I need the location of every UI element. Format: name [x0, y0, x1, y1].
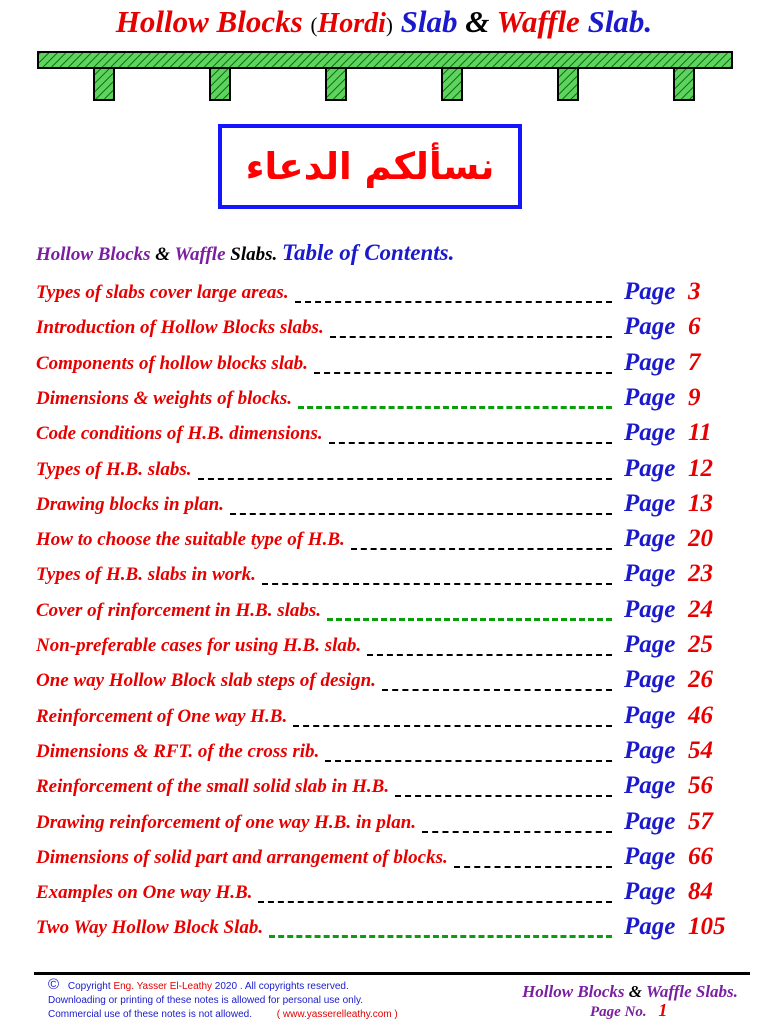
toc-row[interactable]: [36, 309, 736, 343]
footer-doc-title: [500, 982, 760, 1002]
slab-rib: [558, 68, 578, 100]
toc-dotted-leader: [351, 548, 612, 550]
document-title: [0, 4, 768, 40]
slab-rib: [442, 68, 462, 100]
toc-row[interactable]: [36, 733, 736, 767]
toc-page-number: 105: [688, 913, 726, 941]
toc-entry-title: One way Hollow Block slab steps of design.: [36, 670, 376, 692]
toc-page-number: 46: [688, 701, 713, 729]
copyright-icon: ©: [48, 976, 60, 993]
hollow-block-slab-section-illustration: [0, 50, 768, 110]
toc-page-label: Page: [624, 736, 676, 764]
toc-row[interactable]: [36, 804, 736, 838]
footer-title-amp: &: [628, 982, 643, 1001]
toc-dotted-leader: [330, 336, 612, 338]
toc-page-label: Page: [624, 807, 676, 835]
toc-entry-title: Dimensions & weights of blocks.: [36, 387, 292, 409]
toc-row[interactable]: [36, 768, 736, 802]
toc-entry-title: Two Way Hollow Block Slab.: [36, 917, 264, 939]
toc-row[interactable]: [36, 415, 736, 449]
toc-entry-title: Reinforcement of the small solid slab in H.B.: [36, 776, 390, 798]
toc-page-number: 12: [688, 454, 713, 482]
website-link[interactable]: ( www.yasserelleathy.com ): [276, 1009, 398, 1020]
toc-page-label: Page: [624, 278, 676, 305]
toc-dotted-leader: [367, 654, 612, 656]
toc-page-label: Page: [624, 454, 676, 482]
toc-dotted-leader: [382, 689, 612, 691]
copyright-prefix: Copyright: [67, 981, 111, 992]
slab-rib: [94, 68, 114, 100]
toc-row[interactable]: [36, 839, 736, 873]
toc-heading: [36, 240, 454, 266]
toc-page-label: Page: [624, 913, 676, 941]
toc-dotted-leader: [293, 725, 612, 727]
toc-page-number: 84: [688, 878, 713, 906]
toc-entry-title: Non-preferable cases for using H.B. slab.: [36, 635, 362, 656]
toc-entry-title: Introduction of Hollow Blocks slabs.: [36, 317, 324, 339]
toc-page-label: Page: [624, 489, 676, 517]
copyright-year: 2020 . All copyrights reserved.: [214, 981, 349, 992]
title-slab-2: Slab.: [587, 4, 653, 39]
toc-page-number: 23: [688, 560, 713, 588]
footer-title-hollow-blocks: Hollow Blocks: [522, 982, 625, 1001]
toc-page-number: 57: [688, 807, 713, 835]
toc-page-label: Page: [624, 772, 676, 800]
toc-row[interactable]: [36, 592, 736, 626]
title-hollow-blocks: Hollow Blocks: [115, 4, 303, 39]
toc-entry-title: Drawing blocks in plan.: [36, 493, 224, 515]
toc-page-number: 66: [688, 842, 713, 870]
toc-dotted-leader: [262, 583, 612, 585]
toc-page-label: Page: [624, 701, 676, 729]
toc-entry-title: Dimensions & RFT. of the cross rib.: [36, 740, 320, 762]
toc-heading-amp: &: [155, 244, 171, 265]
toc-dotted-leader: [198, 478, 612, 480]
toc-page-number: 3: [688, 278, 701, 305]
slab-rib: [210, 68, 230, 100]
slab-rib: [674, 68, 694, 100]
copyright-line-3: Commercial use of these notes is not allowed.: [48, 1009, 252, 1020]
toc-page-number: 56: [688, 772, 713, 800]
toc-dotted-leader: [325, 760, 612, 762]
toc-entry-title: Components of hollow blocks slab.: [36, 352, 308, 374]
toc-dotted-leader: [230, 513, 612, 515]
toc-dotted-leader: [329, 442, 612, 444]
toc-entry-title: Types of slabs cover large areas.: [36, 282, 289, 303]
toc-row[interactable]: [36, 521, 736, 555]
title-waffle: Waffle: [496, 4, 580, 39]
toc-entry-title: Drawing reinforcement of one way H.B. in plan.: [36, 811, 417, 833]
toc-row[interactable]: [36, 345, 736, 379]
toc-dotted-leader: [454, 866, 612, 868]
title-paren-open: (: [310, 13, 318, 37]
toc-row[interactable]: [36, 486, 736, 520]
toc-page-label: Page: [624, 631, 676, 658]
toc-page-label: Page: [624, 595, 676, 623]
toc-dotted-leader: [295, 301, 612, 303]
toc-page-number: 20: [688, 525, 713, 553]
toc-row[interactable]: [36, 380, 736, 414]
toc-entry-title: Types of H.B. slabs.: [36, 458, 192, 480]
toc-entry-title: How to choose the suitable type of H.B.: [36, 529, 345, 551]
toc-page-number: 9: [688, 383, 701, 411]
toc-entry-title: Types of H.B. slabs in work.: [36, 564, 256, 586]
toc-row[interactable]: [36, 627, 736, 661]
toc-heading-waffle: Waffle: [174, 244, 226, 265]
toc-page-label: Page: [624, 525, 676, 553]
dua-box: [218, 124, 522, 209]
toc-page-number: 54: [688, 736, 713, 764]
toc-page-number: 26: [688, 666, 713, 694]
title-amp: &: [465, 4, 490, 39]
title-slab: Slab: [400, 4, 458, 39]
toc-row[interactable]: [36, 698, 736, 732]
title-paren-close: ): [385, 13, 393, 37]
toc-heading-hollow-blocks: Hollow Blocks: [36, 244, 151, 265]
toc-row[interactable]: [36, 874, 736, 908]
toc-dotted-leader: [269, 935, 612, 938]
toc-page-number: 6: [688, 313, 701, 341]
toc-dotted-leader: [314, 372, 612, 374]
toc-row[interactable]: [36, 556, 736, 590]
toc-page-number: 11: [688, 419, 712, 447]
toc-dotted-leader: [422, 831, 612, 833]
toc-entry-title: Cover of rinforcement in H.B. slabs.: [36, 599, 322, 621]
toc-entry-title: Dimensions of solid part and arrangement of blocks.: [36, 846, 448, 868]
copyright-line-2: Downloading or printing of these notes is allowed for personal use only.: [48, 995, 363, 1006]
toc-page-label: Page: [624, 313, 676, 341]
title-hordi: Hordi: [317, 8, 386, 39]
toc-page-label: Page: [624, 348, 676, 376]
footer-title-waffle-slabs: Waffle Slabs.: [645, 982, 738, 1001]
page-number-value: 1: [658, 1000, 668, 1020]
page-number-label: Page No.: [590, 1004, 647, 1020]
toc-dotted-leader: [258, 901, 612, 903]
toc-entry-title: Examples on One way H.B.: [36, 882, 253, 904]
toc-page-label: Page: [624, 383, 676, 411]
toc-page-number: 25: [688, 631, 713, 658]
copyright-author: Eng. Yasser El-Leathy: [113, 981, 213, 992]
footer-divider: [34, 972, 750, 975]
dua-text: نسألكم الدعاء: [245, 145, 495, 188]
toc-row[interactable]: [36, 662, 736, 696]
toc-row[interactable]: [36, 274, 736, 308]
toc-page-number: 13: [688, 489, 713, 517]
toc-page-label: Page: [624, 419, 676, 447]
toc-entry-title: Code conditions of H.B. dimensions.: [36, 423, 323, 445]
toc-page-number: 7: [688, 348, 701, 376]
toc-page-label: Page: [624, 842, 676, 870]
toc-page-label: Page: [624, 560, 676, 588]
slab-top-flange: [38, 52, 732, 68]
toc-dotted-leader: [327, 618, 612, 621]
toc-page-label: Page: [624, 666, 676, 694]
toc-heading-title: Table of Contents.: [282, 240, 455, 265]
toc-page-label: Page: [624, 878, 676, 906]
toc-entry-title: Reinforcement of One way H.B.: [36, 705, 288, 727]
toc-page-number: 24: [688, 595, 713, 623]
toc-row[interactable]: [36, 451, 736, 485]
copyright-block: [48, 978, 398, 1022]
slab-rib: [326, 68, 346, 100]
page-number: [590, 1000, 667, 1021]
toc-row[interactable]: [36, 909, 736, 943]
toc-dotted-leader: [298, 406, 612, 409]
toc-heading-slabs: Slabs.: [230, 244, 278, 265]
toc-dotted-leader: [395, 795, 612, 797]
